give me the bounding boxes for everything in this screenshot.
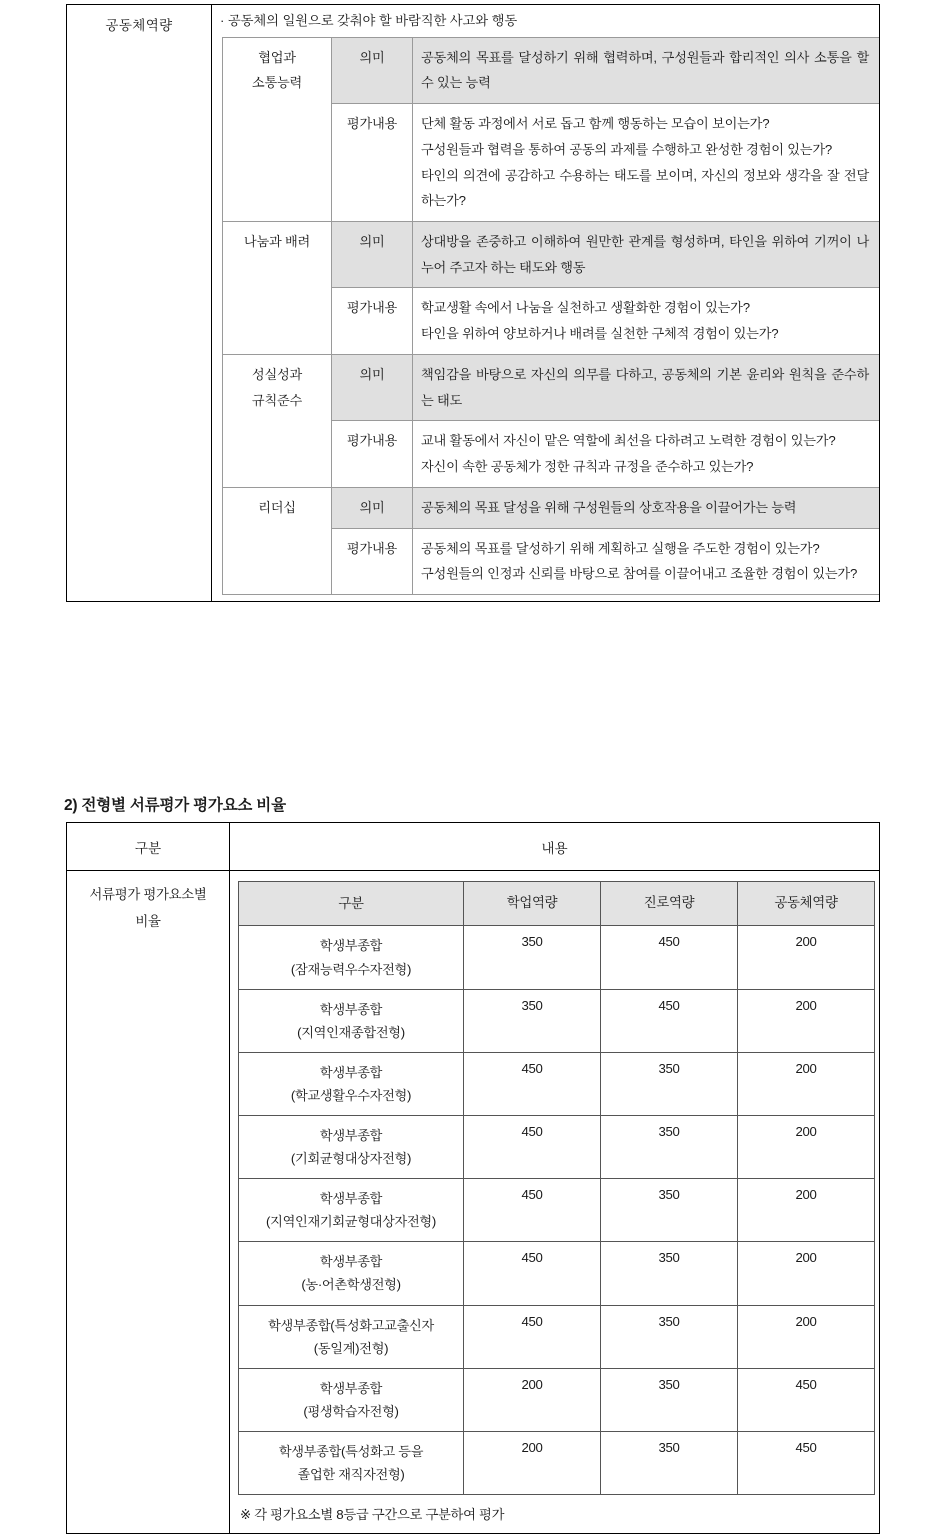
competency-category-label: 공동체역량 [105, 18, 173, 33]
admission-type-name [239, 1431, 464, 1494]
meaning-value: 책임감을 바탕으로 자신의 의무를 다하고, 공동체의 기본 윤리와 원칙을 준수하는 태도 [413, 354, 880, 420]
content-key: 평가내용 [332, 288, 413, 354]
ratio-table-body [239, 926, 875, 1495]
value-community: 450 [738, 1368, 875, 1431]
type-line2: (동일계)전형) [313, 1340, 389, 1356]
section2-heading: 2) 전형별 서류평가 평가요소 비율 [64, 797, 286, 814]
value-community: 200 [738, 1052, 875, 1115]
type-line2: (기회균형대상자전형) [290, 1151, 412, 1167]
type-line1: 학생부종합(특성화고 등을 [278, 1443, 424, 1459]
competency-item-name-line1: 리더십 [258, 499, 296, 515]
table-row [239, 1179, 875, 1242]
competency-item-name-line2: 규칙준수 [251, 392, 303, 408]
admission-type-name [239, 1179, 464, 1242]
meaning-key: 의미 [332, 222, 413, 288]
value-community: 200 [738, 1116, 875, 1179]
ratio-outer-table [66, 822, 880, 1534]
competency-item-name-line1: 나눔과 배려 [243, 234, 311, 250]
content-line: 교내 활동에서 자신이 맡은 역할에 최선을 다하려고 노력한 경험이 있는가? [421, 433, 836, 449]
competency-body-cell [212, 5, 880, 602]
outer-header-naeyong: 내용 [230, 823, 880, 871]
content-key: 평가내용 [332, 421, 413, 487]
competency-item-name-line2: 소통능력 [251, 75, 303, 91]
competency-item-name [223, 487, 332, 594]
table-row [239, 1242, 875, 1305]
type-line2: (지역인재기회균형대상자전형) [266, 1214, 436, 1230]
value-community: 200 [738, 989, 875, 1052]
admission-type-name [239, 1052, 464, 1115]
value-community: 200 [738, 926, 875, 989]
value-academic: 200 [464, 1368, 601, 1431]
table-row [239, 1305, 875, 1368]
type-line1: 학생부종합 [319, 1191, 383, 1207]
content-value [413, 528, 880, 594]
outer-header-gubun: 구분 [67, 823, 230, 871]
table-row [223, 354, 880, 420]
table-row [239, 1368, 875, 1431]
value-career: 350 [601, 1179, 738, 1242]
value-career: 350 [601, 1116, 738, 1179]
col-header-career: 진로역량 [601, 882, 738, 926]
value-career: 350 [601, 1431, 738, 1494]
value-career: 350 [601, 1368, 738, 1431]
table-row [67, 823, 880, 871]
admission-type-name [239, 1368, 464, 1431]
ratio-row-label [67, 871, 230, 1534]
type-line2: (지역인재종합전형) [297, 1024, 405, 1040]
value-community: 200 [738, 1242, 875, 1305]
value-academic: 350 [464, 926, 601, 989]
type-line1: 학생부종합 [319, 1064, 383, 1080]
meaning-key: 의미 [332, 37, 413, 103]
table-row [239, 989, 875, 1052]
content-line: 자신이 속한 공동체가 정한 규칙과 규정을 준수하고 있는가? [421, 459, 754, 475]
competency-item-name [223, 222, 332, 355]
value-career: 450 [601, 989, 738, 1052]
content-line: 구성원들과 협력을 통하여 공동의 과제를 수행하고 완성한 경험이 있는가? [421, 141, 833, 157]
competency-item-name-line1: 협업과 [258, 49, 296, 65]
type-line2: (학교생활우수자전형) [290, 1087, 412, 1103]
meaning-value: 공동체의 목표 달성을 위해 구성원들의 상호작용을 이끌어가는 능력 [413, 487, 880, 528]
competency-item-name-line1: 성실성과 [251, 366, 303, 382]
type-line1: 학생부종합 [319, 1001, 383, 1017]
ratio-inner-table [238, 881, 875, 1495]
content-line: 구성원들의 인정과 신뢰를 바탕으로 참여를 이끌어내고 조율한 경험이 있는가? [421, 566, 858, 582]
content-value [413, 104, 880, 222]
competency-item-name [223, 354, 332, 487]
type-line2: (농·어촌학생전형) [301, 1277, 401, 1293]
content-line: 단체 활동 과정에서 서로 돕고 함께 행동하는 모습이 보이는가? [421, 116, 770, 132]
content-line: 학교생활 속에서 나눔을 실천하고 생활화한 경험이 있는가? [421, 300, 750, 316]
type-line1: 학생부종합(특성화고교출신자 [268, 1317, 434, 1333]
value-community: 450 [738, 1431, 875, 1494]
table-row [67, 5, 880, 602]
col-header-academic: 학업역량 [464, 882, 601, 926]
meaning-value: 공동체의 목표를 달성하기 위해 협력하며, 구성원들과 합리적인 의사 소통을 할 수 있는 능력 [413, 37, 880, 103]
value-academic: 200 [464, 1431, 601, 1494]
table-row [239, 1431, 875, 1494]
ratio-table-section [66, 822, 880, 1534]
table-row [223, 487, 880, 528]
content-line: 타인을 위하여 양보하거나 배려를 실천한 구체적 경험이 있는가? [421, 326, 779, 342]
ratio-content-cell [230, 871, 880, 1534]
competency-lead-text: · 공동체의 일원으로 갖춰야 할 바람직한 사고와 행동 [220, 13, 518, 28]
admission-type-name [239, 989, 464, 1052]
table-row [239, 926, 875, 989]
value-academic: 450 [464, 1305, 601, 1368]
competency-inner-table [222, 37, 880, 595]
type-line1: 학생부종합 [319, 1128, 383, 1144]
value-academic: 350 [464, 989, 601, 1052]
value-academic: 450 [464, 1052, 601, 1115]
ratio-table-note: ※ 각 평가요소별 8등급 구간으로 구분하여 평가 [240, 1507, 505, 1523]
table-row [67, 871, 880, 1534]
value-academic: 450 [464, 1179, 601, 1242]
type-line1: 학생부종합 [319, 1254, 383, 1270]
value-academic: 450 [464, 1242, 601, 1305]
competency-table-section [66, 4, 880, 602]
value-career: 350 [601, 1052, 738, 1115]
admission-type-name [239, 1305, 464, 1368]
meaning-value: 상대방을 존중하고 이해하여 원만한 관계를 형성하며, 타인을 위하여 기꺼이 나누어 주고자 하는 태도와 행동 [413, 222, 880, 288]
content-value [413, 421, 880, 487]
table-row [223, 37, 880, 103]
table-header-row [239, 882, 875, 926]
value-community: 200 [738, 1305, 875, 1368]
ratio-row-label-line1: 서류평가 평가요소별 [89, 887, 207, 902]
content-key: 평가내용 [332, 528, 413, 594]
content-line: 공동체의 목표를 달성하기 위해 계획하고 실행을 주도한 경험이 있는가? [421, 540, 820, 556]
value-academic: 450 [464, 1116, 601, 1179]
value-career: 350 [601, 1242, 738, 1305]
competency-category-cell [67, 5, 212, 602]
table-row [239, 1116, 875, 1179]
table-row [223, 222, 880, 288]
type-line2: (평생학습자전형) [303, 1403, 399, 1419]
admission-type-name [239, 926, 464, 989]
admission-type-name [239, 1116, 464, 1179]
competency-item-name [223, 37, 332, 221]
type-line1: 학생부종합 [319, 1380, 383, 1396]
type-line2: (잠재능력우수자전형) [290, 961, 412, 977]
content-line: 타인의 의견에 공감하고 수용하는 태도를 보이며, 자신의 정보와 생각을 잘 전달하는가? [421, 167, 869, 209]
meaning-key: 의미 [332, 354, 413, 420]
table-row [239, 1052, 875, 1115]
value-community: 200 [738, 1179, 875, 1242]
content-key: 평가내용 [332, 104, 413, 222]
value-career: 350 [601, 1305, 738, 1368]
col-header-community: 공동체역량 [738, 882, 875, 926]
type-line2: 졸업한 재직자전형) [297, 1467, 405, 1483]
col-header-gubun: 구분 [239, 882, 464, 926]
type-line1: 학생부종합 [319, 938, 383, 954]
admission-type-name [239, 1242, 464, 1305]
competency-outer-table [66, 4, 880, 602]
value-career: 450 [601, 926, 738, 989]
content-value [413, 288, 880, 354]
ratio-row-label-line2: 비율 [135, 913, 161, 929]
meaning-key: 의미 [332, 487, 413, 528]
